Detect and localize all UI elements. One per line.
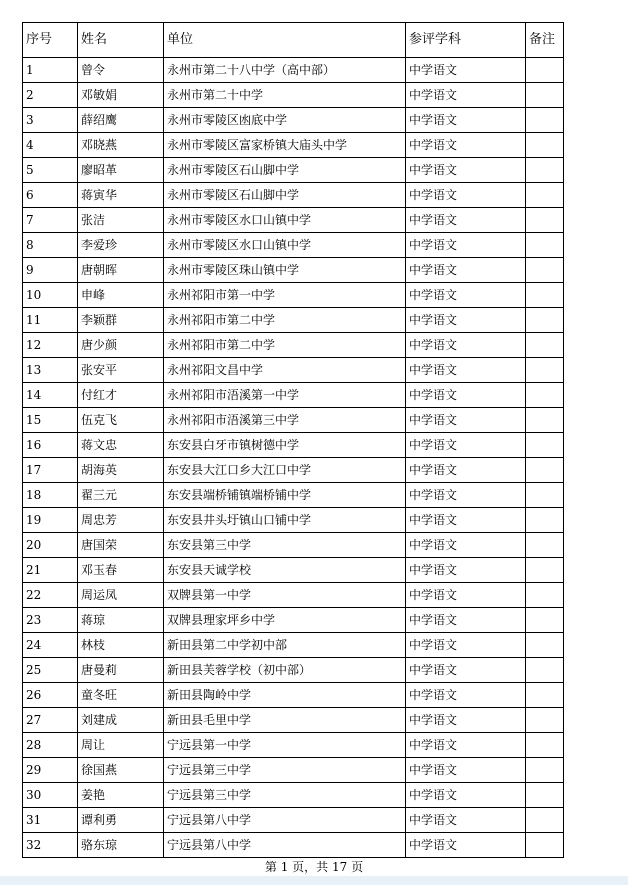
cell-unit: 新田县陶岭中学 (164, 683, 406, 708)
cell-name: 唐少颜 (78, 333, 164, 358)
cell-seq: 10 (23, 283, 78, 308)
cell-subject: 中学语文 (406, 783, 526, 808)
cell-seq: 29 (23, 758, 78, 783)
cell-remark (526, 633, 564, 658)
cell-subject: 中学语文 (406, 608, 526, 633)
cell-name: 刘建成 (78, 708, 164, 733)
cell-remark (526, 683, 564, 708)
cell-name: 蒋寅华 (78, 183, 164, 208)
cell-subject: 中学语文 (406, 133, 526, 158)
cell-unit: 新田县第二中学初中部 (164, 633, 406, 658)
cell-subject: 中学语文 (406, 333, 526, 358)
table-row (23, 708, 564, 733)
cell-remark (526, 533, 564, 558)
cell-unit: 永州市零陵区石山脚中学 (164, 158, 406, 183)
cell-unit: 新田县毛里中学 (164, 708, 406, 733)
cell-unit: 东安县白牙市镇树德中学 (164, 433, 406, 458)
table-row (23, 333, 564, 358)
table-row (23, 108, 564, 133)
cell-seq: 15 (23, 408, 78, 433)
cell-seq: 20 (23, 533, 78, 558)
table-body (23, 58, 564, 858)
cell-seq: 30 (23, 783, 78, 808)
cell-unit: 宁远县第三中学 (164, 758, 406, 783)
cell-seq: 27 (23, 708, 78, 733)
cell-seq: 21 (23, 558, 78, 583)
cell-subject: 中学语文 (406, 108, 526, 133)
table-row (23, 733, 564, 758)
cell-remark (526, 333, 564, 358)
cell-remark (526, 558, 564, 583)
cell-name: 童冬旺 (78, 683, 164, 708)
cell-seq: 18 (23, 483, 78, 508)
header-seq: 序号 (23, 23, 78, 58)
cell-name: 林枝 (78, 633, 164, 658)
cell-name: 唐国荣 (78, 533, 164, 558)
header-unit: 单位 (164, 23, 406, 58)
cell-seq: 14 (23, 383, 78, 408)
cell-name: 张安平 (78, 358, 164, 383)
cell-subject: 中学语文 (406, 358, 526, 383)
cell-name: 邓晓燕 (78, 133, 164, 158)
cell-unit: 宁远县第一中学 (164, 733, 406, 758)
cell-seq: 17 (23, 458, 78, 483)
cell-seq: 32 (23, 833, 78, 858)
table-row (23, 458, 564, 483)
cell-name: 蒋琼 (78, 608, 164, 633)
cell-name: 胡海英 (78, 458, 164, 483)
cell-remark (526, 283, 564, 308)
cell-subject: 中学语文 (406, 183, 526, 208)
cell-remark (526, 383, 564, 408)
cell-remark (526, 133, 564, 158)
cell-name: 伍克飞 (78, 408, 164, 433)
cell-subject: 中学语文 (406, 583, 526, 608)
cell-seq: 2 (23, 83, 78, 108)
cell-name: 邓敏娟 (78, 83, 164, 108)
cell-name: 徐国燕 (78, 758, 164, 783)
table-row (23, 633, 564, 658)
cell-name: 李爱珍 (78, 233, 164, 258)
cell-unit: 永州祁阳市浯溪第一中学 (164, 383, 406, 408)
cell-subject: 中学语文 (406, 633, 526, 658)
table-row (23, 208, 564, 233)
cell-remark (526, 208, 564, 233)
table-row (23, 483, 564, 508)
table-row (23, 283, 564, 308)
cell-remark (526, 233, 564, 258)
cell-subject: 中学语文 (406, 508, 526, 533)
cell-seq: 25 (23, 658, 78, 683)
cell-remark (526, 708, 564, 733)
cell-name: 邓玉春 (78, 558, 164, 583)
cell-remark (526, 733, 564, 758)
cell-seq: 31 (23, 808, 78, 833)
cell-name: 申峰 (78, 283, 164, 308)
cell-name: 曾令 (78, 58, 164, 83)
table-row (23, 358, 564, 383)
cell-unit: 永州市零陵区珠山镇中学 (164, 258, 406, 283)
cell-remark (526, 658, 564, 683)
cell-subject: 中学语文 (406, 283, 526, 308)
cell-subject: 中学语文 (406, 308, 526, 333)
header-remark: 备注 (526, 23, 564, 58)
cell-unit: 东安县天诚学校 (164, 558, 406, 583)
cell-name: 付红才 (78, 383, 164, 408)
cell-name: 廖昭革 (78, 158, 164, 183)
cell-subject: 中学语文 (406, 833, 526, 858)
cell-subject: 中学语文 (406, 458, 526, 483)
cell-unit: 宁远县第八中学 (164, 833, 406, 858)
header-name: 姓名 (78, 23, 164, 58)
cell-name: 薛绍鹰 (78, 108, 164, 133)
table-row (23, 608, 564, 633)
cell-subject: 中学语文 (406, 658, 526, 683)
cell-seq: 5 (23, 158, 78, 183)
cell-unit: 东安县大江口乡大江口中学 (164, 458, 406, 483)
cell-name: 蒋文忠 (78, 433, 164, 458)
cell-subject: 中学语文 (406, 808, 526, 833)
cell-seq: 22 (23, 583, 78, 608)
cell-unit: 永州祁阳市第二中学 (164, 308, 406, 333)
table-row (23, 233, 564, 258)
cell-unit: 永州祁阳市第一中学 (164, 283, 406, 308)
cell-seq: 6 (23, 183, 78, 208)
cell-remark (526, 608, 564, 633)
cell-seq: 13 (23, 358, 78, 383)
cell-remark (526, 183, 564, 208)
cell-subject: 中学语文 (406, 233, 526, 258)
cell-unit: 双牌县第一中学 (164, 583, 406, 608)
cell-subject: 中学语文 (406, 483, 526, 508)
cell-remark (526, 433, 564, 458)
cell-name: 周运凤 (78, 583, 164, 608)
table-row (23, 433, 564, 458)
table-row (23, 783, 564, 808)
cell-unit: 双牌县理家坪乡中学 (164, 608, 406, 633)
cell-subject: 中学语文 (406, 208, 526, 233)
table-row (23, 808, 564, 833)
cell-name: 姜艳 (78, 783, 164, 808)
cell-remark (526, 483, 564, 508)
table-row (23, 58, 564, 83)
cell-subject: 中学语文 (406, 58, 526, 83)
cell-subject: 中学语文 (406, 158, 526, 183)
cell-seq: 1 (23, 58, 78, 83)
cell-remark (526, 808, 564, 833)
cell-seq: 8 (23, 233, 78, 258)
cell-unit: 永州市第二十中学 (164, 83, 406, 108)
cell-seq: 28 (23, 733, 78, 758)
cell-seq: 11 (23, 308, 78, 333)
table-row (23, 558, 564, 583)
cell-remark (526, 158, 564, 183)
header-subject: 参评学科 (406, 23, 526, 58)
cell-subject: 中学语文 (406, 408, 526, 433)
cell-name: 周忠芳 (78, 508, 164, 533)
cell-name: 骆东琼 (78, 833, 164, 858)
table-row (23, 133, 564, 158)
table-row (23, 158, 564, 183)
cell-name: 周让 (78, 733, 164, 758)
table-row (23, 658, 564, 683)
cell-remark (526, 408, 564, 433)
cell-subject: 中学语文 (406, 533, 526, 558)
cell-subject: 中学语文 (406, 558, 526, 583)
cell-unit: 永州市零陵区富家桥镇大庙头中学 (164, 133, 406, 158)
cell-subject: 中学语文 (406, 733, 526, 758)
cell-subject: 中学语文 (406, 708, 526, 733)
cell-unit: 永州市零陵区凼底中学 (164, 108, 406, 133)
cell-remark (526, 108, 564, 133)
cell-unit: 永州市第二十八中学（高中部） (164, 58, 406, 83)
cell-subject: 中学语文 (406, 383, 526, 408)
cell-subject: 中学语文 (406, 758, 526, 783)
page-footer: 第 1 页，共 17 页 (264, 860, 364, 874)
cell-name: 张洁 (78, 208, 164, 233)
table-row (23, 833, 564, 858)
cell-remark (526, 833, 564, 858)
cell-unit: 宁远县第三中学 (164, 783, 406, 808)
cell-name: 谭利勇 (78, 808, 164, 833)
cell-seq: 12 (23, 333, 78, 358)
cell-unit: 永州祁阳文昌中学 (164, 358, 406, 383)
table-row (23, 533, 564, 558)
table-row (23, 383, 564, 408)
cell-remark (526, 783, 564, 808)
cell-unit: 新田县芙蓉学校（初中部） (164, 658, 406, 683)
table-row (23, 258, 564, 283)
table-row (23, 308, 564, 333)
cell-remark (526, 358, 564, 383)
cell-seq: 3 (23, 108, 78, 133)
cell-remark (526, 758, 564, 783)
cell-remark (526, 308, 564, 333)
cell-seq: 4 (23, 133, 78, 158)
cell-unit: 永州市零陵区水口山镇中学 (164, 233, 406, 258)
cell-remark (526, 508, 564, 533)
cell-remark (526, 83, 564, 108)
table-row (23, 758, 564, 783)
cell-seq: 7 (23, 208, 78, 233)
cell-remark (526, 458, 564, 483)
cell-subject: 中学语文 (406, 433, 526, 458)
cell-subject: 中学语文 (406, 83, 526, 108)
cell-remark (526, 258, 564, 283)
cell-unit: 东安县第三中学 (164, 533, 406, 558)
viewer-bottom-bar (0, 876, 628, 885)
cell-unit: 永州市零陵区石山脚中学 (164, 183, 406, 208)
table-header-row (23, 23, 564, 58)
table-row (23, 583, 564, 608)
table-row (23, 683, 564, 708)
cell-unit: 宁远县第八中学 (164, 808, 406, 833)
cell-subject: 中学语文 (406, 683, 526, 708)
cell-seq: 26 (23, 683, 78, 708)
cell-unit: 永州祁阳市第二中学 (164, 333, 406, 358)
cell-seq: 9 (23, 258, 78, 283)
cell-unit: 东安县端桥铺镇端桥铺中学 (164, 483, 406, 508)
table-row (23, 183, 564, 208)
cell-name: 翟三元 (78, 483, 164, 508)
cell-seq: 19 (23, 508, 78, 533)
cell-remark (526, 583, 564, 608)
table-row (23, 83, 564, 108)
cell-name: 李颖群 (78, 308, 164, 333)
cell-seq: 24 (23, 633, 78, 658)
table-row (23, 508, 564, 533)
table-row (23, 408, 564, 433)
cell-subject: 中学语文 (406, 258, 526, 283)
cell-seq: 23 (23, 608, 78, 633)
cell-unit: 永州祁阳市浯溪第三中学 (164, 408, 406, 433)
roster-table (22, 22, 564, 858)
cell-unit: 东安县井头圩镇山口铺中学 (164, 508, 406, 533)
cell-name: 唐朝晖 (78, 258, 164, 283)
cell-seq: 16 (23, 433, 78, 458)
cell-name: 唐曼莉 (78, 658, 164, 683)
cell-unit: 永州市零陵区水口山镇中学 (164, 208, 406, 233)
cell-remark (526, 58, 564, 83)
